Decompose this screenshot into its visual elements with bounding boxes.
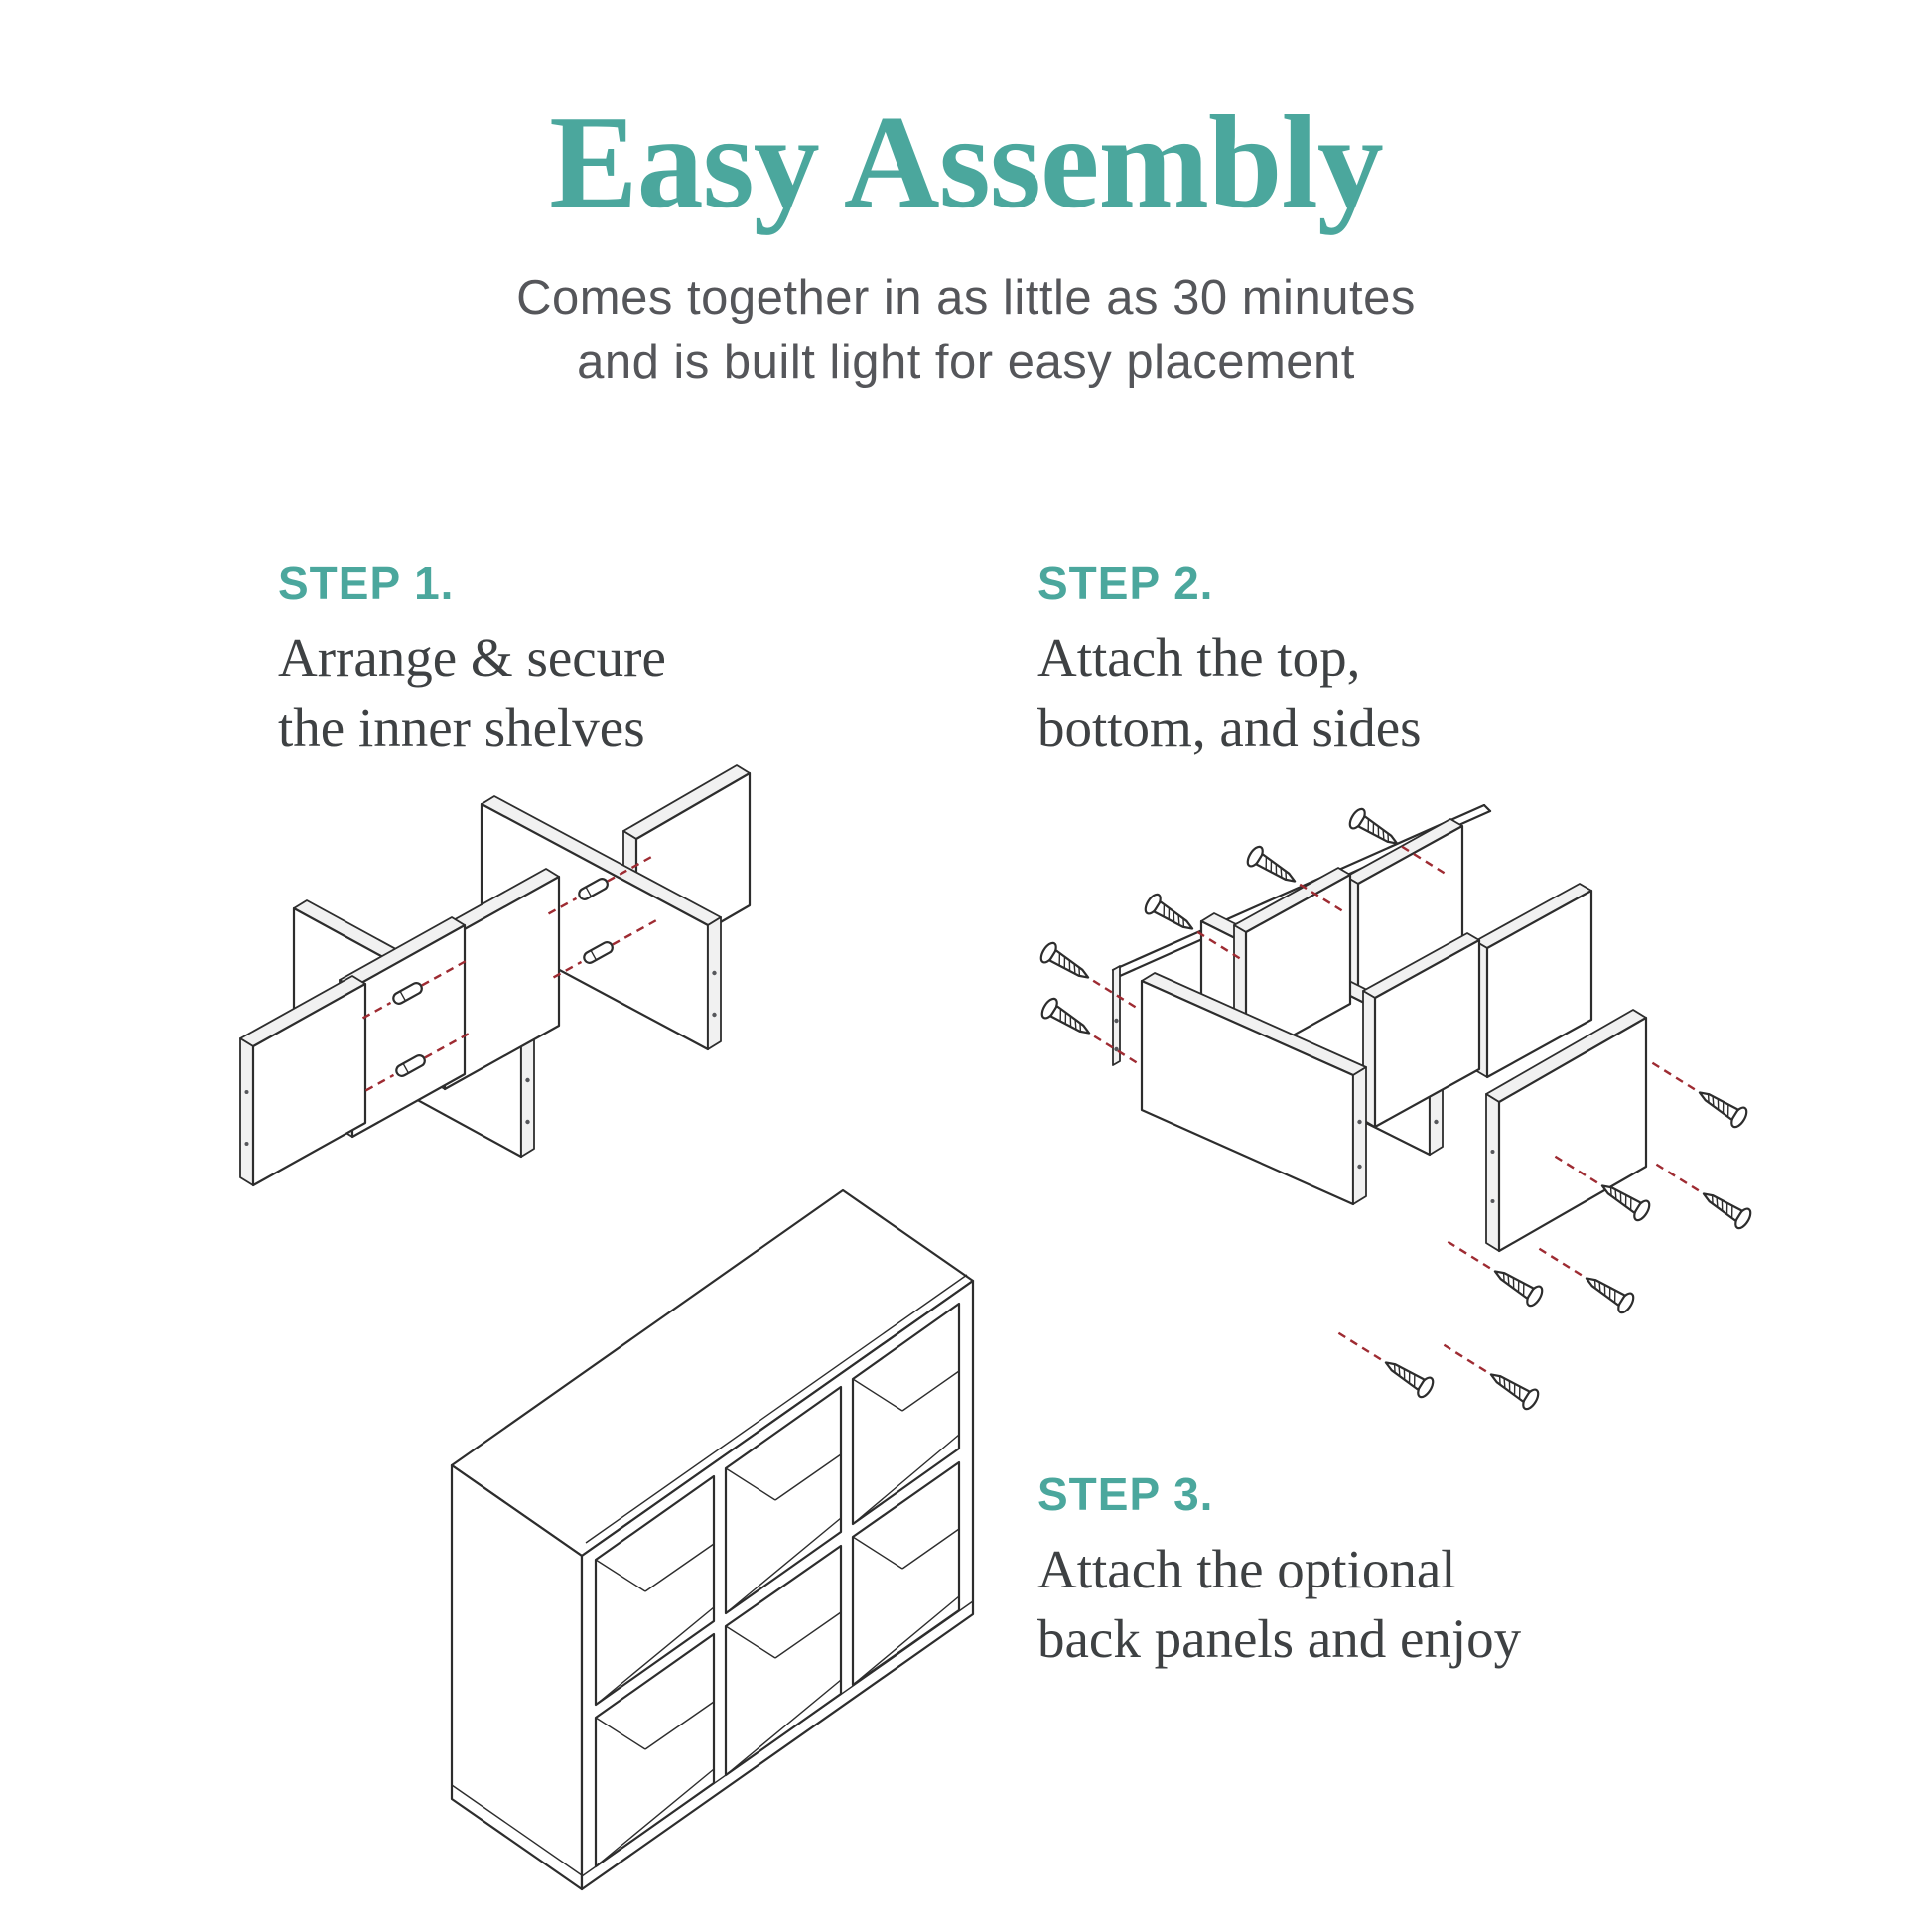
subtitle [0,266,1932,394]
subtitle-line-2: and is built light for easy placement [577,335,1355,389]
step-1-illustration [199,764,814,1201]
page-title: Easy Assembly [549,88,1383,235]
subtitle-line-1: Comes together in as little as 30 minutes [516,271,1416,325]
divider-panel [240,976,365,1185]
step-3-line-2: back panels and enjoy [1037,1607,1522,1669]
step-3-line-1: Attach the optional [1037,1539,1456,1599]
step-2-illustration [983,804,1857,1499]
step-2-description [1037,623,1422,762]
step-1-description [278,623,666,762]
step-1-line-2: the inner shelves [278,696,645,758]
step-3-illustration [387,1181,1023,1932]
step-1-line-1: Arrange & secure [278,627,666,688]
step-2-line-2: bottom, and sides [1037,696,1422,758]
step-2-label: STEP 2. [1037,557,1214,609]
assembled-organizer [452,1190,973,1889]
step-1-block [278,556,666,762]
step-1-label: STEP 1. [278,557,455,609]
step-3-description [1037,1535,1521,1674]
step-2-line-1: Attach the top, [1037,627,1361,688]
step-2-block [1037,556,1422,762]
step-3-label: STEP 3. [1037,1468,1214,1520]
